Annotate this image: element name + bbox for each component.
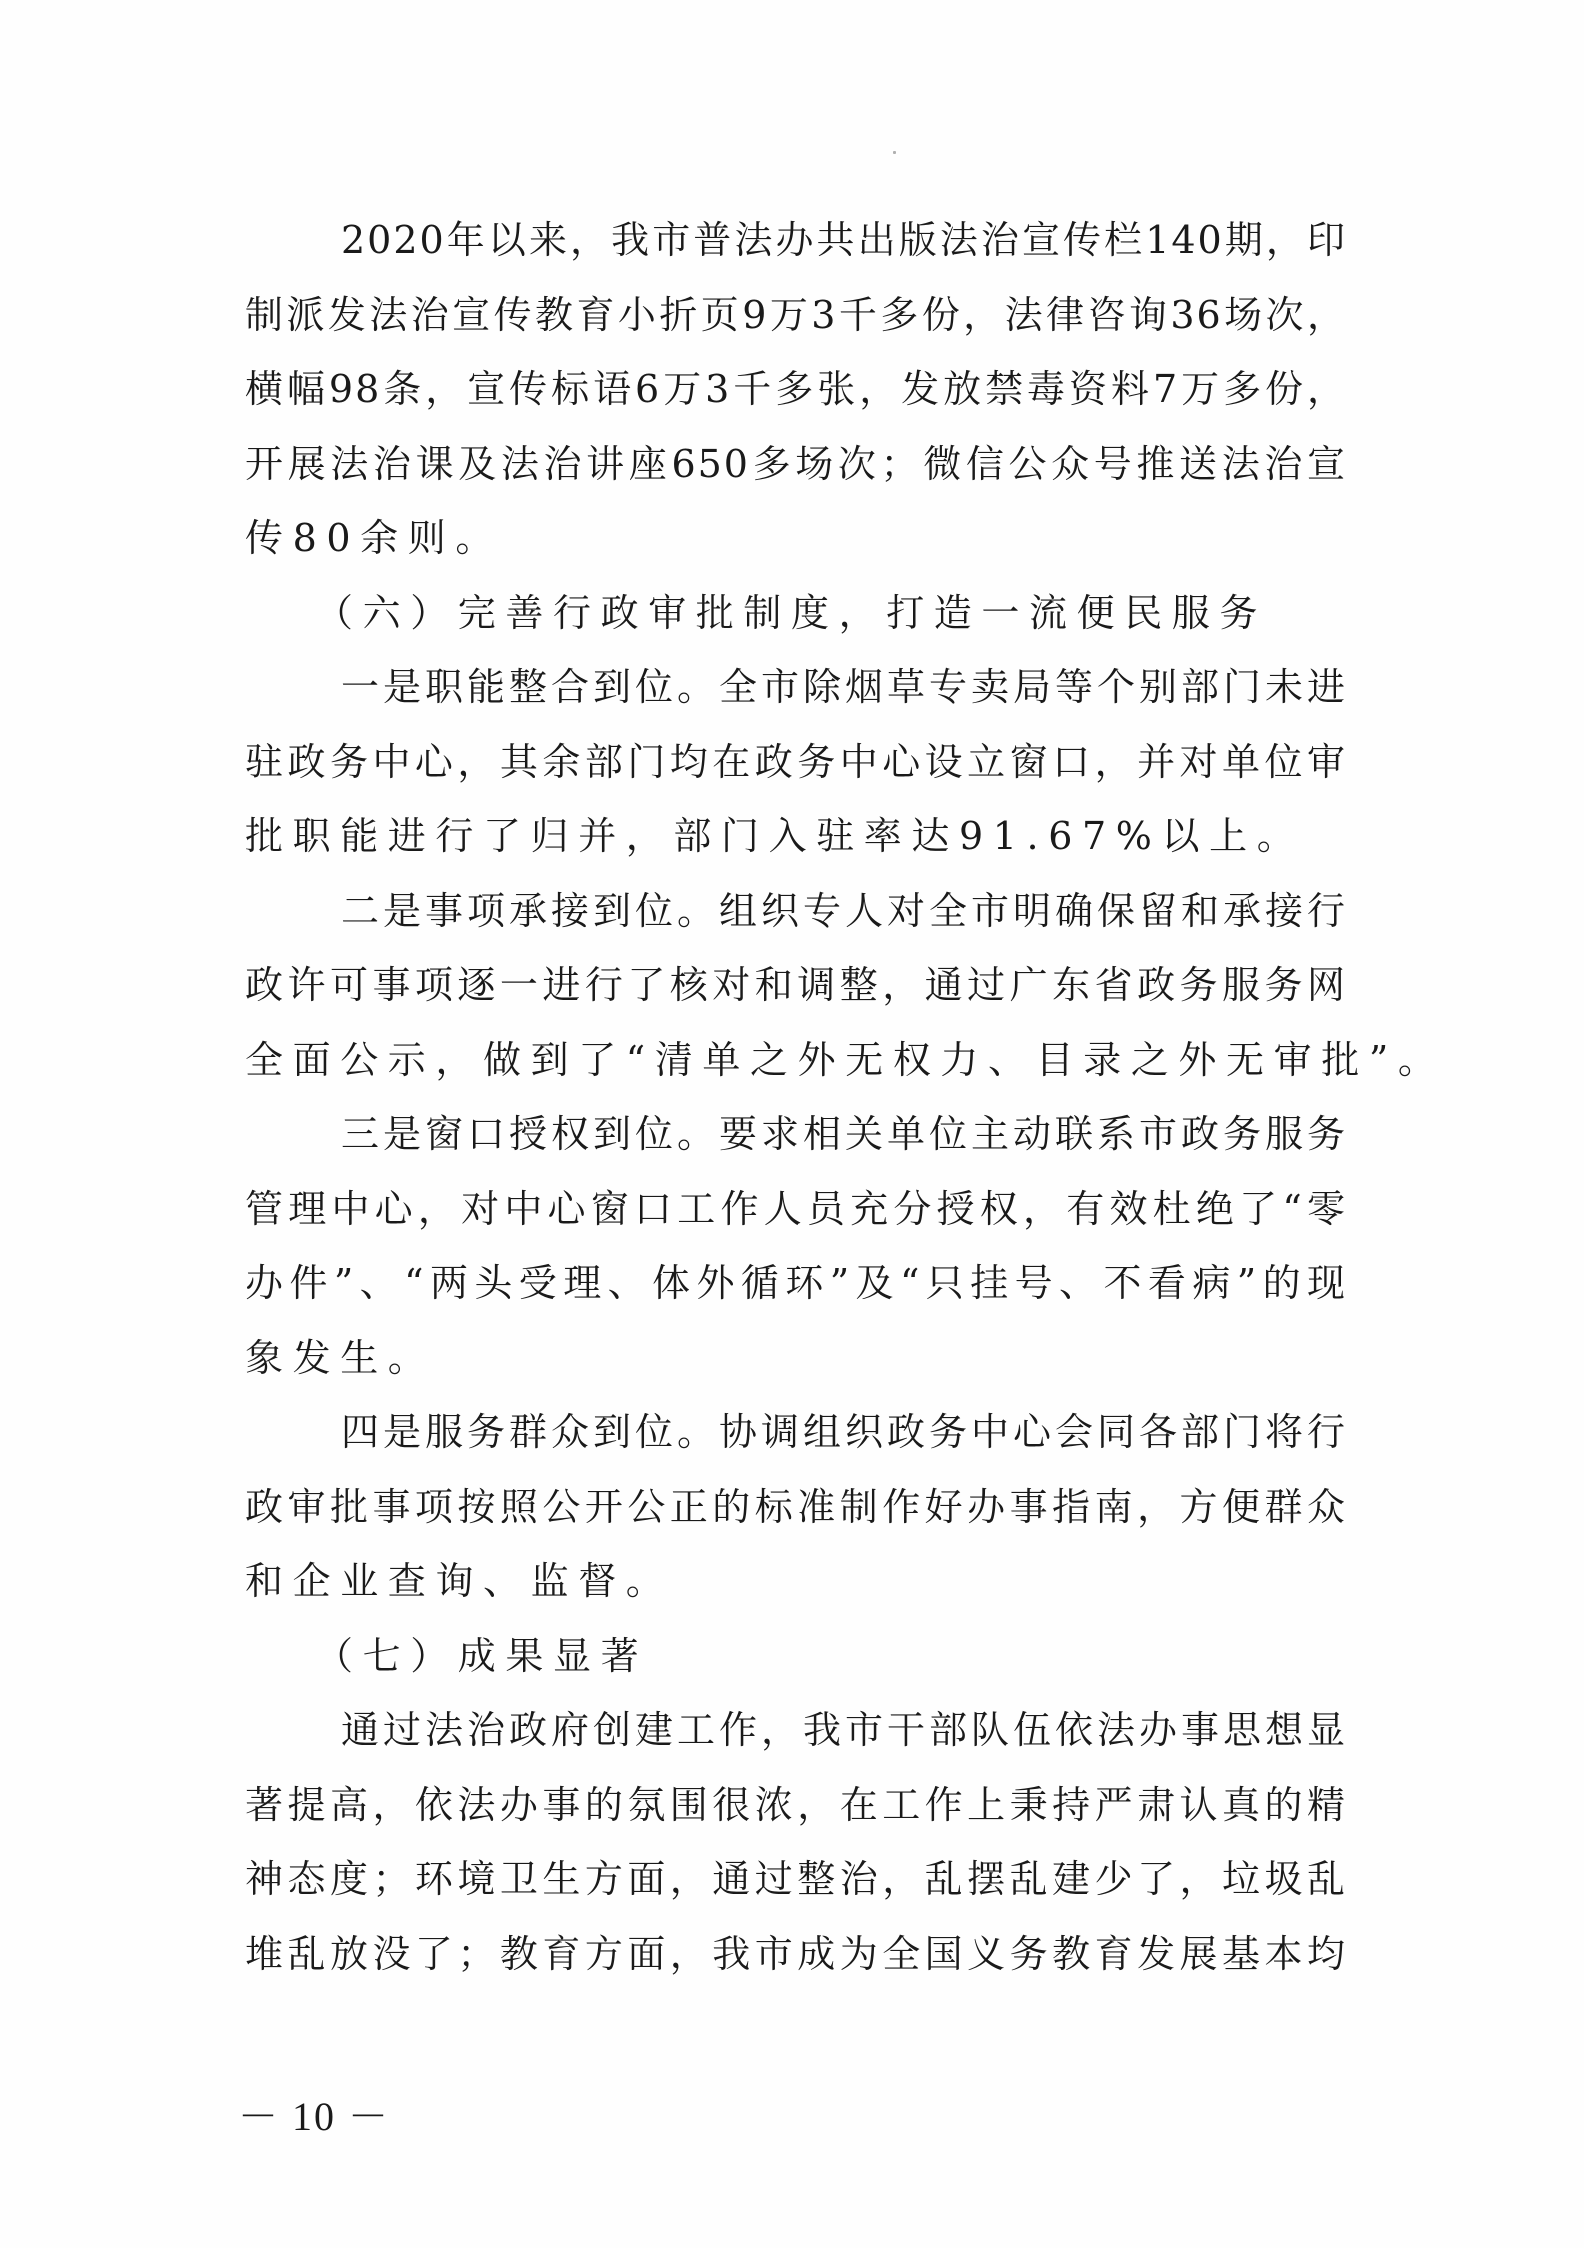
paragraph-line: 批职能进行了归并，部门入驻率达91.67%以上。 <box>245 814 1305 858</box>
paragraph-line: 全面公示，做到了“清单之外无权力、目录之外无审批”。 <box>245 1037 1446 1082</box>
paragraph-line: 办件”、“两头受理、体外循环”及“只挂号、不看病”的现 <box>245 1261 1347 1305</box>
paragraph-line: 堆乱放没了；教育方面，我市成为全国义务教育发展基本均 <box>245 1931 1347 1976</box>
paragraph-line: 一是职能整合到位。全市除烟草专卖局等个别部门未进 <box>341 665 1347 709</box>
paragraph-line: 传80余则。 <box>245 516 503 560</box>
paragraph-line: 著提高，依法办事的氛围很浓，在工作上秉持严肃认真的精 <box>245 1782 1347 1827</box>
paragraph-line: 管理中心，对中心窗口工作人员充分授权，有效杜绝了“零 <box>245 1186 1347 1231</box>
paragraph-line: 通过法治政府创建工作，我市干部队伍依法办事思想显 <box>341 1708 1347 1752</box>
paragraph-line: 驻政务中心，其余部门均在政务中心设立窗口，并对单位审 <box>245 739 1347 784</box>
section-heading: （六）完善行政审批制度，打造一流便民服务 <box>315 590 1268 635</box>
paragraph-line: 二是事项承接到位。组织专人对全市明确保留和承接行 <box>341 888 1347 933</box>
paragraph-line: 横幅98条，宣传标语6万3千多张，发放禁毒资料7万多份， <box>245 367 1347 411</box>
paragraph-line: 制派发法治宣传教育小折页9万3千多份，法律咨询36场次， <box>245 292 1347 337</box>
paragraph-line: 四是服务群众到位。协调组织政务中心会同各部门将行 <box>341 1410 1347 1454</box>
scan-speck <box>893 151 896 154</box>
paragraph-line: 神态度；环境卫生方面，通过整治，乱摆乱建少了，垃圾乱 <box>245 1857 1347 1901</box>
paragraph-line: 和企业查询、监督。 <box>245 1559 674 1603</box>
paragraph-line: 2020年以来，我市普法办共出版法治宣传栏140期，印 <box>341 218 1347 262</box>
paragraph-line: 三是窗口授权到位。要求相关单位主动联系市政务服务 <box>341 1112 1347 1156</box>
paragraph-line: 政审批事项按照公开公正的标准制作好办事指南，方便群众 <box>245 1484 1347 1529</box>
paragraph-line: 开展法治课及法治讲座650多场次；微信公众号推送法治宣 <box>245 441 1347 486</box>
document-body <box>245 203 1446 1991</box>
paragraph-line: 象发生。 <box>245 1335 436 1380</box>
paragraph-line: 政许可事项逐一进行了核对和调整，通过广东省政务服务网 <box>245 963 1347 1007</box>
page-number: － 10 － <box>238 2094 390 2139</box>
section-heading: （七）成果显著 <box>315 1633 649 1678</box>
